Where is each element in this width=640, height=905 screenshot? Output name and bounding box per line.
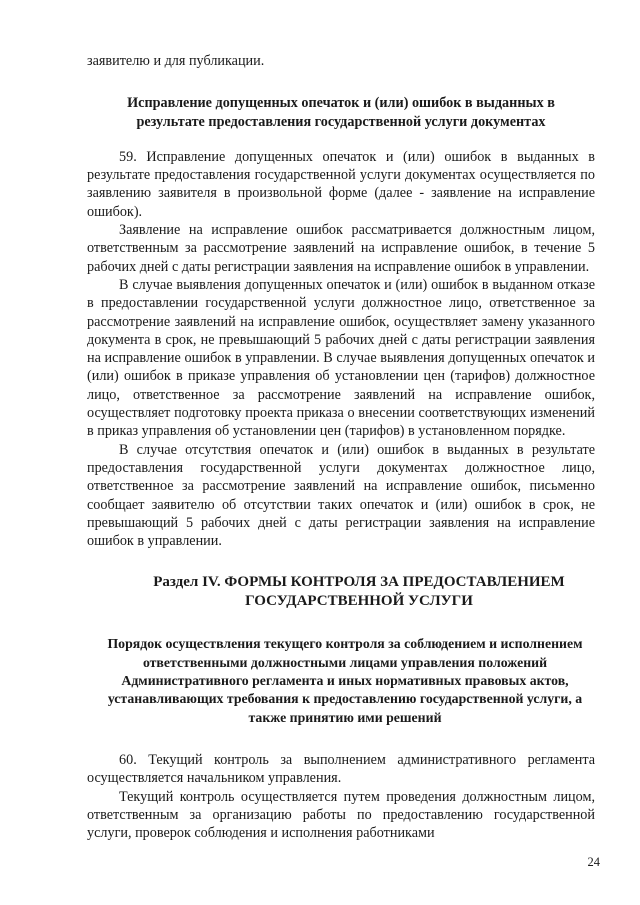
paragraph-no-errors: В случае отсутствия опечаток и (или) ошибок в выданных в результате предоставления государственной услуги документах должностное лицо, ответственное за рассмотрение заявлений на исправление ошибок, письменно сообщает заявителю об отсутствии таких опечаток и (или) ошибок в срок, не превышающий 5 рабочих дней с даты регистрации заявления на исправление ошибок в управлении. bbox=[87, 441, 595, 550]
paragraph-errors-found: В случае выявления допущенных опечаток и (или) ошибок в выданном отказе в предоставлении государственной услуги должностное лицо, ответственное за рассмотрение заявлений на исправление ошибок, осуществляет замену указанного документа в срок, не превышающий 5 рабочих дней с даты регистрации заявления на исправление ошибок в управлении. В случае выявления допущенных опечаток и (или) ошибок в приказе управления об установлении цен (тарифов) должностное лицо, ответственное за рассмотрение заявлений на исправление ошибок, осуществляет подготовку проекта приказа о внесении соответствующих изменений в приказ управления об установлении цен (тарифов) в установленном порядке. bbox=[87, 276, 595, 440]
paragraph-59: 59. Исправление допущенных опечаток и (или) ошибок в выданных в результате предоставления государственной услуги документах осуществляется по заявлению заявителя в произвольной форме (далее - заявление на исправление ошибок). bbox=[87, 148, 595, 220]
paragraph-60: 60. Текущий контроль за выполнением административного регламента осуществляется начальником управления. bbox=[87, 751, 595, 787]
paragraph-current-control: Текущий контроль осуществляется путем проведения должностным лицом, ответственным за организацию работы по предоставлению государственной услуги, проверок соблюдения и исполнения работниками bbox=[87, 788, 595, 842]
subsection-control-title: Порядок осуществления текущего контроля за соблюдением и исполнением ответственными должностными лицами управления положений Административного регламента и иных нормативных правовых актов, устанавливающих требования к предоставлению государственной услуги, а также принятию ими решений bbox=[107, 636, 583, 725]
document-page bbox=[87, 52, 595, 842]
paragraph-review-term: Заявление на исправление ошибок рассматривается должностным лицом, ответственным за рассмотрение заявлений на исправление ошибок, в течение 5 рабочих дней с даты регистрации заявления на исправление ошибок в управлении. bbox=[87, 222, 595, 275]
heading-correction: Исправление допущенных опечаток и (или) ошибок в выданных в результате предоставления государственной услуги документах bbox=[127, 95, 555, 130]
page-number: 24 bbox=[587, 855, 600, 869]
intro-line: заявителю и для публикации. bbox=[87, 53, 265, 69]
section-iv-title: Раздел IV. ФОРМЫ КОНТРОЛЯ ЗА ПРЕДОСТАВЛЕНИЕМ ГОСУДАРСТВЕННОЙ УСЛУГИ bbox=[153, 574, 565, 609]
